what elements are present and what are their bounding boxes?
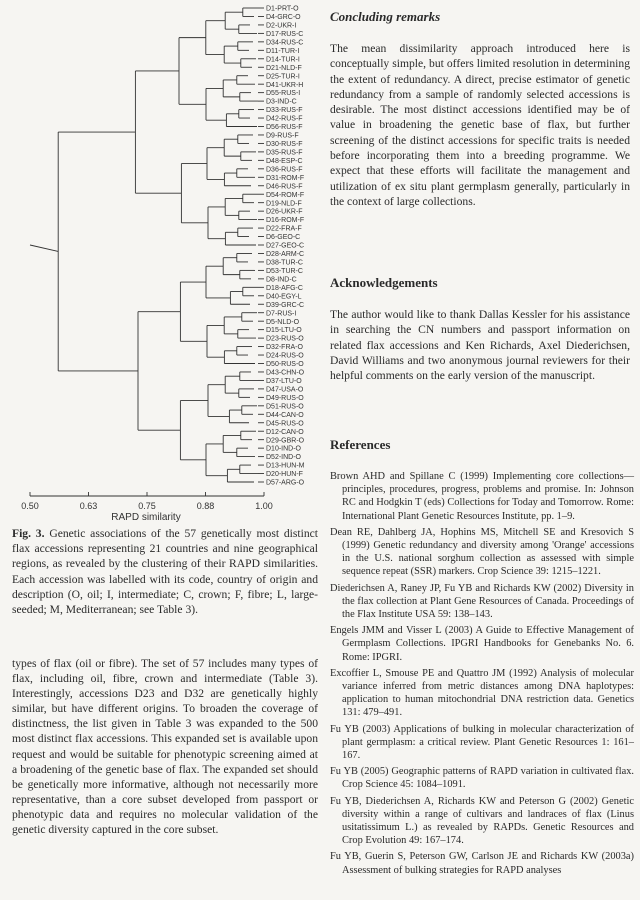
axis-tick-label: 0.88 [196,501,215,511]
dendrogram-leaf-label: D45-RUS-O [266,420,304,428]
dendrogram-leaf-label: D6-GEO-C [266,234,301,242]
dendrogram-leaf-label: D49-RUS-O [266,394,304,402]
dendrogram-leaf-label: D10-IND-O [266,445,302,453]
dendrogram-leaf-label: D34-RUS-C [266,39,304,47]
dendrogram-leaf-label: D41-UKR-H [266,81,304,89]
dendrogram-leaf-label: D16-ROM-F [266,217,305,225]
dendrogram-leaf-label: D38-TUR-C [266,259,303,267]
dendrogram-leaf-label: D17-RUS-C [266,30,304,38]
dendrogram-leaf-label: D57-ARG-O [266,479,305,487]
dendrogram-leaf-label: D12-CAN-O [266,428,304,436]
dendrogram-leaf-label: D40-EGY-L [266,293,302,301]
dendrogram-leaf-label: D21-NLD-F [266,64,302,72]
dendrogram-leaf-label: D22-FRA-F [266,225,302,233]
reference-item: Fu YB (2005) Geographic patterns of RAPD variation in cultivated flax. Crop Science 45: 1084–1091. [330,766,634,791]
dendrogram-leaf-label: D37-LTU-O [266,378,302,386]
reference-item: Fu YB, Diederichsen A, Richards KW and Peterson G (2002) Genetic diversity within a range of cultivars and landraces of flax (Linus usitatissimum L.) as revealed by RAPDs. Genetic Resources and Crop Evolution 49: 167–174. [330,795,634,847]
dendrogram-leaf-label: D51-RUS-O [266,403,304,411]
caption-text: Genetic associations of the 57 genetically most distinct flax accessions representing 21 countries and nine geographical regions, as revealed by the clustering of their RAPD similarities. Each accession was labelled with its code, country of origin and description (O, oil; I, intermediate; C, crown; F, fibre; L, large-seeded; M, Mediterranean; see Table 3). [12,527,319,617]
dendrogram-leaf-label: D1-PRT-O [266,5,299,13]
dendrogram-leaf-label: D3-IND-C [266,98,297,106]
figure-caption [12,526,318,617]
dendrogram-leaf-label: D44-CAN-O [266,411,304,419]
dendrogram-leaf-label: D35-RUS-F [266,149,303,157]
dendrogram-leaf-label: D4-GRC-O [266,14,301,22]
dendrogram-leaf-label: D42-RUS-F [266,115,303,123]
dendrogram-leaf-label: D5-NLD-O [266,318,300,326]
dendrogram-leaf-label: D32-FRA-O [266,344,303,352]
reference-item: Excoffier L, Smouse PE and Quattro JM (1992) Analysis of molecular variance inferred from metric distances among DNA haplotypes: application to human mitochondrial DNA restriction data. Genetics 131: 479–491. [330,667,634,719]
axis-tick-label: 0.75 [138,501,156,511]
dendrogram-leaf-label: D27-GEO-C [266,242,305,250]
reference-item: Dean RE, Dahlberg JA, Hophins MS, Mitchell SE and Kresovich S (1999) Genetic redundancy and diversity among 'Orange' accessions in the U.S. national sorghum collection as assessed with simple sequence repeat (SSR) markers. Crop Science 39: 1215–1221. [330,526,634,578]
body-text-left: types of flax (oil or fibre). The set of 57 includes many types of flax, including oil, fibre, crown and intermediate (Table 3). Interestingly, accessions D23 and D32 are genetically highly similar, but have different origins. To broaden the coverage of distinctness, the list given in Table 3 was expanded to the 500 most distinct flax accessions. This expanded set is available upon request and would be suitable for phenotypic screening aimed at a broadening of the genetic base of flax. The expanded set should be genetically more informative, although not necessarily more representative, than a core subset developed from passport or phenotypic data and requires no molecular validation of the genetic diversity captured in the core subset. [12,657,318,837]
reference-item: Brown AHD and Spillane C (1999) Implementing core collections—principles, procedures, progress, problems and promise. In: Johnson RC and Hodgkin T (eds) Collections for Today and Tomorrow. Rome: International Plant Genetic Resources Institute, pp. 1–9. [330,471,634,522]
concluding-heading: Concluding remarks [330,9,441,24]
dendrogram-leaf-label: D31-ROM-F [266,174,305,182]
axis-tick-label: 1.00 [255,501,273,511]
dendrogram-leaf-label: D29-GBR-O [266,437,305,445]
dendrogram-leaf-label: D48-ESP-C [266,157,303,165]
dendrogram-leaf-label: D52-IND-O [266,454,302,462]
dendrogram-leaf-label: D9-RUS-F [266,132,299,140]
dendrogram-leaf-label: D13-HUN-M [266,462,305,470]
dendrogram-branch [30,245,58,251]
reference-item: Fu YB (2003) Applications of bulking in molecular characterization of plant germplasm: a critical review. Plant Genetic Resources 1: 161–167. [330,723,634,762]
dendrogram-leaf-label: D53-TUR-C [266,267,303,275]
dendrogram-leaf-label: D19-NLD-F [266,200,302,208]
dendrogram-leaf-label: D43-CHN-O [266,369,305,377]
dendrogram-leaf-label: D20-HUN-F [266,471,303,479]
dendrogram-leaf-label: D7-RUS-I [266,310,297,318]
dendrogram-leaf-label: D54-ROM-F [266,191,305,199]
dendrogram-leaf-label: D47-USA-O [266,386,304,394]
acknowledgements-heading: Acknowledgements [330,275,438,290]
dendrogram-leaf-label: D23-RUS-O [266,335,304,343]
references-list [330,470,634,880]
dendrogram-leaf-label: D15-LTU-O [266,327,302,335]
dendrogram-leaf-label: D24-RUS-O [266,352,304,360]
reference-item: Fu YB, Guerin S, Peterson GW, Carlson JE and Richards KW (2003a) Assessment of bulking strategies for RAPD analyses [330,851,634,876]
dendrogram-leaf-label: D36-RUS-F [266,166,303,174]
acknowledgements-text: The author would like to thank Dallas Kessler for his assistance in searching the CN numbers and passport information on related flax accessions and Ken Richards, Axel Diederichsen, David Williams and two anonymous journal reviewers for their helpful comments on the early version of the manuscript. [330,308,630,383]
dendrogram-leaf-label: D14-TUR-I [266,56,300,64]
dendrogram-leaf-label: D33-RUS-F [266,107,303,115]
reference-item: Diederichsen A, Raney JP, Fu YB and Richards KW (2002) Diversity in the flax collection at Plant Gene Resources of Canada. Proceedings of the Flax Institute USA 59: 138–143. [330,582,634,621]
dendrogram-leaf-label: D8-IND-C [266,276,297,284]
dendrogram-leaf-label: D39-GRC-C [266,301,305,309]
concluding-text: The mean dissimilarity approach introduced here is conceptually simple, but offers limited resolution in determining the extent of redundancy. A direct, precise estimator of genetic redundancy from a sample of randomly selected accessions is desirable. The most distinct accessions identified may be of value in broadening the genetic base of flax, but further screening of the distinct accessions for specific traits is needed before incorporating them into a breeding programme. We expect that these efforts will facilitate the management and utilization of ex situ plant germplasm generally, particularly in the context of large collections. [330,42,630,208]
references-heading: References [330,437,391,452]
caption-label: Fig. 3. [12,527,45,540]
dendrogram-leaf-label: D18-AFG-C [266,284,303,292]
reference-item: Engels JMM and Visser L (2003) A Guide to Effective Management of Germplasm Collections. IPGRI Handbooks for Genebanks No. 6. Rome: IPGRI. [330,625,634,663]
axis-tick-label: 0.50 [21,501,39,511]
axis-tick-label: 0.63 [79,501,98,511]
dendrogram-leaf-label: D26-UKR-F [266,208,303,216]
dendrogram-leaf-label: D11-TUR-I [266,47,300,55]
dendrogram-leaf-label: D30-RUS-F [266,141,303,149]
dendrogram-leaf-label: D28-ARM-C [266,251,305,259]
dendrogram-leaf-label: D55-RUS-I [266,90,301,98]
axis-title: RAPD similarity [111,512,181,523]
dendrogram-leaf-label: D2-UKR-I [266,22,297,30]
dendrogram-leaf-label: D25-TUR-I [266,73,300,81]
dendrogram-figure [6,0,326,526]
dendrogram-leaf-label: D56-RUS-F [266,124,303,132]
dendrogram-leaf-label: D50-RUS-O [266,361,304,369]
dendrogram-leaf-label: D46-RUS-F [266,183,303,191]
